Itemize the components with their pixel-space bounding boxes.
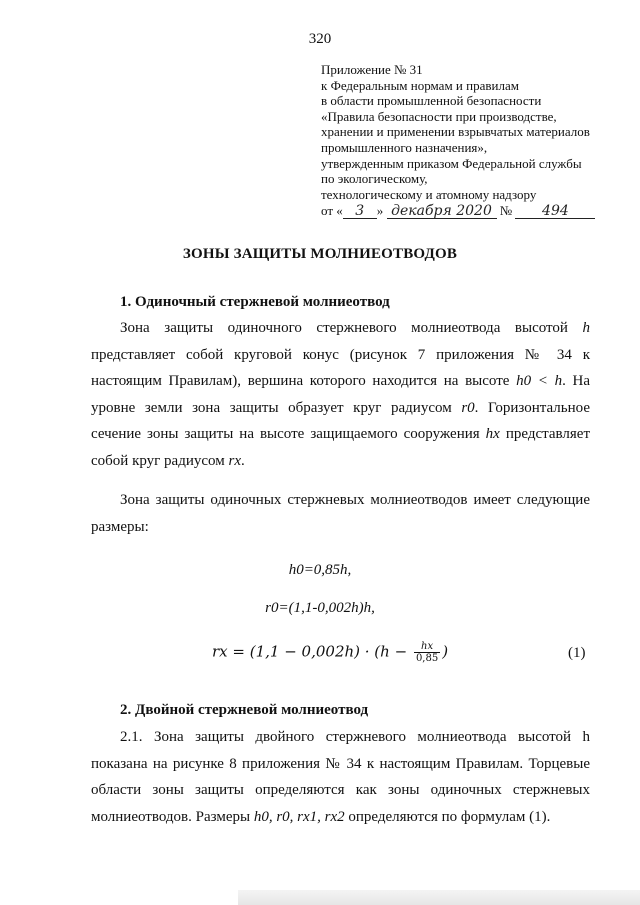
formula-rx: [212, 641, 448, 664]
text-run: представляет собой круг радиусом: [91, 426, 591, 469]
var-r0: r0: [461, 399, 475, 416]
var-list: h0, r0, rx1, rx2: [253, 808, 345, 825]
appendix-line: промышленного назначения»,: [321, 139, 488, 155]
appendix-line: в области промышленной безопасности: [321, 93, 542, 109]
appendix-line: Приложение № 31: [321, 62, 423, 77]
fraction-numerator: hx: [414, 641, 440, 653]
page-number: 320: [308, 31, 332, 47]
document-title: ЗОНЫ ЗАЩИТЫ МОЛНИЕОТВОДОВ: [182, 246, 458, 262]
order-date-line: [321, 203, 595, 219]
section1-paragraph1: [91, 315, 590, 474]
var-h0-condition: h0 < h: [516, 373, 563, 389]
appendix-line: технологическому и атомному надзору: [321, 186, 537, 202]
appendix-line: по экологическому,: [321, 171, 428, 187]
order-number-label: №: [499, 203, 513, 219]
order-month-year-handwritten: декабря 2020: [387, 204, 497, 219]
var-h: h: [582, 320, 590, 336]
order-day-handwritten: 3: [343, 204, 377, 219]
section2-paragraph1: [91, 724, 590, 830]
text-run: Зона защиты одиночных стержневых молниеотводов имеет следующие размеры:: [91, 492, 590, 535]
appendix-line: «Правила безопасности при производстве,: [321, 108, 557, 124]
fraction-denominator: 0,85: [415, 653, 439, 664]
section-heading: 1. Одиночный стержневой молниеотвод: [120, 294, 390, 310]
order-number-handwritten: 494: [515, 204, 595, 219]
text-run: представляет собой круговой конус (рисунок 7 приложения № 34 к настоящим Правилам), вершина которого находится на высоте: [91, 346, 590, 389]
text-run: Зона защиты одиночного стержневого молниеотвода высотой: [120, 320, 568, 336]
text-run: . На уровне земли зона защиты образует круг радиусом: [91, 373, 590, 416]
formula-number: (1): [568, 645, 586, 661]
formula-rx-left: rx = (1,1 − 0,002h) · (h −: [212, 642, 408, 661]
from-mid: »: [376, 203, 384, 219]
appendix-header: [321, 62, 595, 219]
appendix-line: утвержденным приказом Федеральной службы: [321, 155, 582, 171]
text-run: 2.1. Зона защиты двойного стержневого молниеотвода высотой h показана на рисунке 8 приложения № 34 к настоящим Правилам. Торцевые области зоны защиты определяются как зоны одиночных стержневых молниеотводов. Размеры: [91, 729, 590, 825]
formula-rx-fraction: [414, 641, 440, 664]
section-heading: 2. Двойной стержневой молниеотвод: [120, 702, 369, 718]
appendix-line: хранении и применении взрывчатых материалов: [321, 124, 590, 140]
from-prefix: от «: [321, 203, 343, 219]
text-run: определяются по формулам (1).: [348, 808, 551, 825]
text-run: .: [241, 452, 245, 469]
formula-r0: r0=(1,1-0,002h)h,: [265, 600, 375, 616]
text-run: . Горизонтальное сечение зоны защиты на высоте защищаемого сооружения: [91, 399, 591, 442]
var-rx: rx: [228, 452, 241, 469]
appendix-line: к Федеральным нормам и правилам: [321, 77, 519, 93]
section1-paragraph2: [91, 487, 590, 540]
scan-edge-shadow: [238, 890, 640, 905]
formula-h0: h0=0,85h,: [288, 562, 352, 578]
formula-rx-right: ): [442, 642, 449, 661]
var-hx: hx: [485, 426, 500, 442]
